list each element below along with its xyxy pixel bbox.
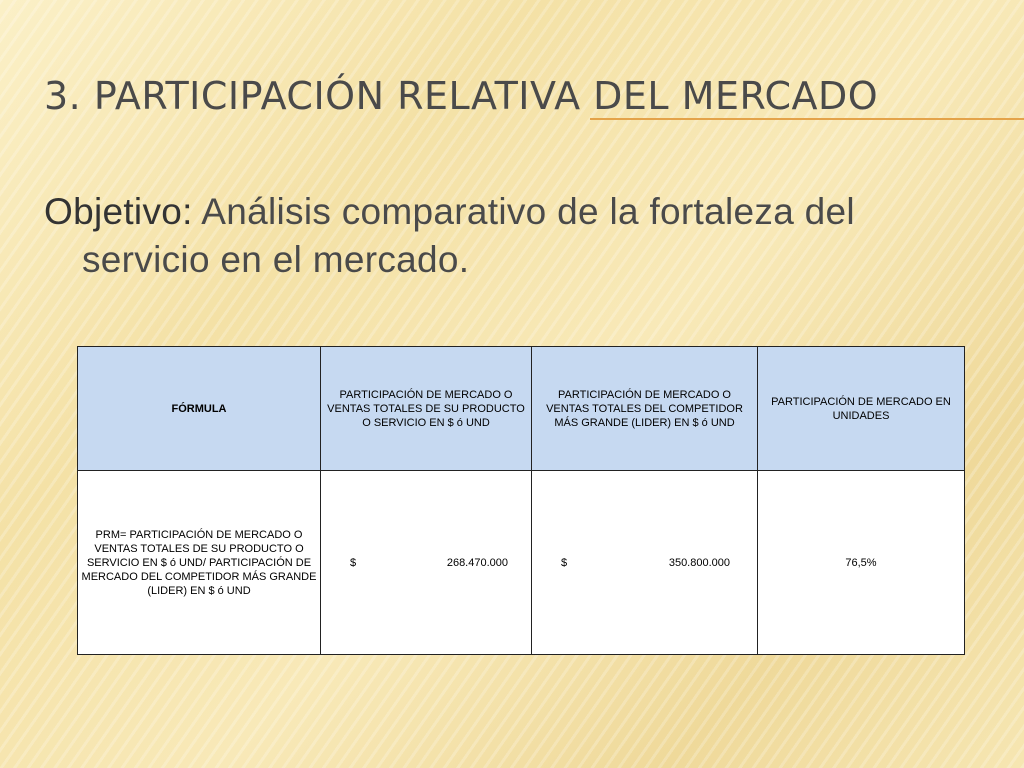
title-divider: [590, 118, 1024, 120]
header-leader-sales: PARTICIPACIÓN DE MERCADO O VENTAS TOTALES DEL COMPETIDOR MÁS GRANDE (LIDER) EN $ ó UND: [532, 347, 758, 471]
header-formula: FÓRMULA: [78, 347, 321, 471]
formula-cell: PRM= PARTICIPACIÓN DE MERCADO O VENTAS TOTALES DE SU PRODUCTO O SERVICIO EN $ ó UND/ PARTICIPACIÓN DE MERCADO DEL COMPETIDOR MÁS GRANDE (LIDER) EN $ ó UND: [78, 471, 321, 655]
header-own-sales: PARTICIPACIÓN DE MERCADO O VENTAS TOTALES DE SU PRODUCTO O SERVICIO EN $ ó UND: [321, 347, 532, 471]
currency-symbol: $: [561, 556, 568, 569]
leader-sales-value: 350.800.000: [668, 556, 730, 569]
objective-paragraph: [44, 188, 999, 284]
slide-title: 3. PARTICIPACIÓN RELATIVA DEL MERCADO: [44, 74, 879, 118]
objective-label: Objetivo:: [44, 191, 193, 232]
objective-text-line-1: Análisis comparativo de la fortaleza del: [192, 191, 855, 232]
table-header-row: [78, 347, 965, 471]
leader-sales-cell: [532, 471, 758, 655]
market-share-table: [77, 346, 965, 655]
header-units-share: PARTICIPACIÓN DE MERCADO EN UNIDADES: [758, 347, 965, 471]
relative-share-cell: 76,5%: [758, 471, 965, 655]
own-sales-value: 268.470.000: [446, 556, 508, 569]
objective-text-line-2: servicio en el mercado.: [82, 239, 470, 280]
currency-symbol: $: [350, 556, 357, 569]
table-row: [78, 471, 965, 655]
own-sales-cell: [321, 471, 532, 655]
